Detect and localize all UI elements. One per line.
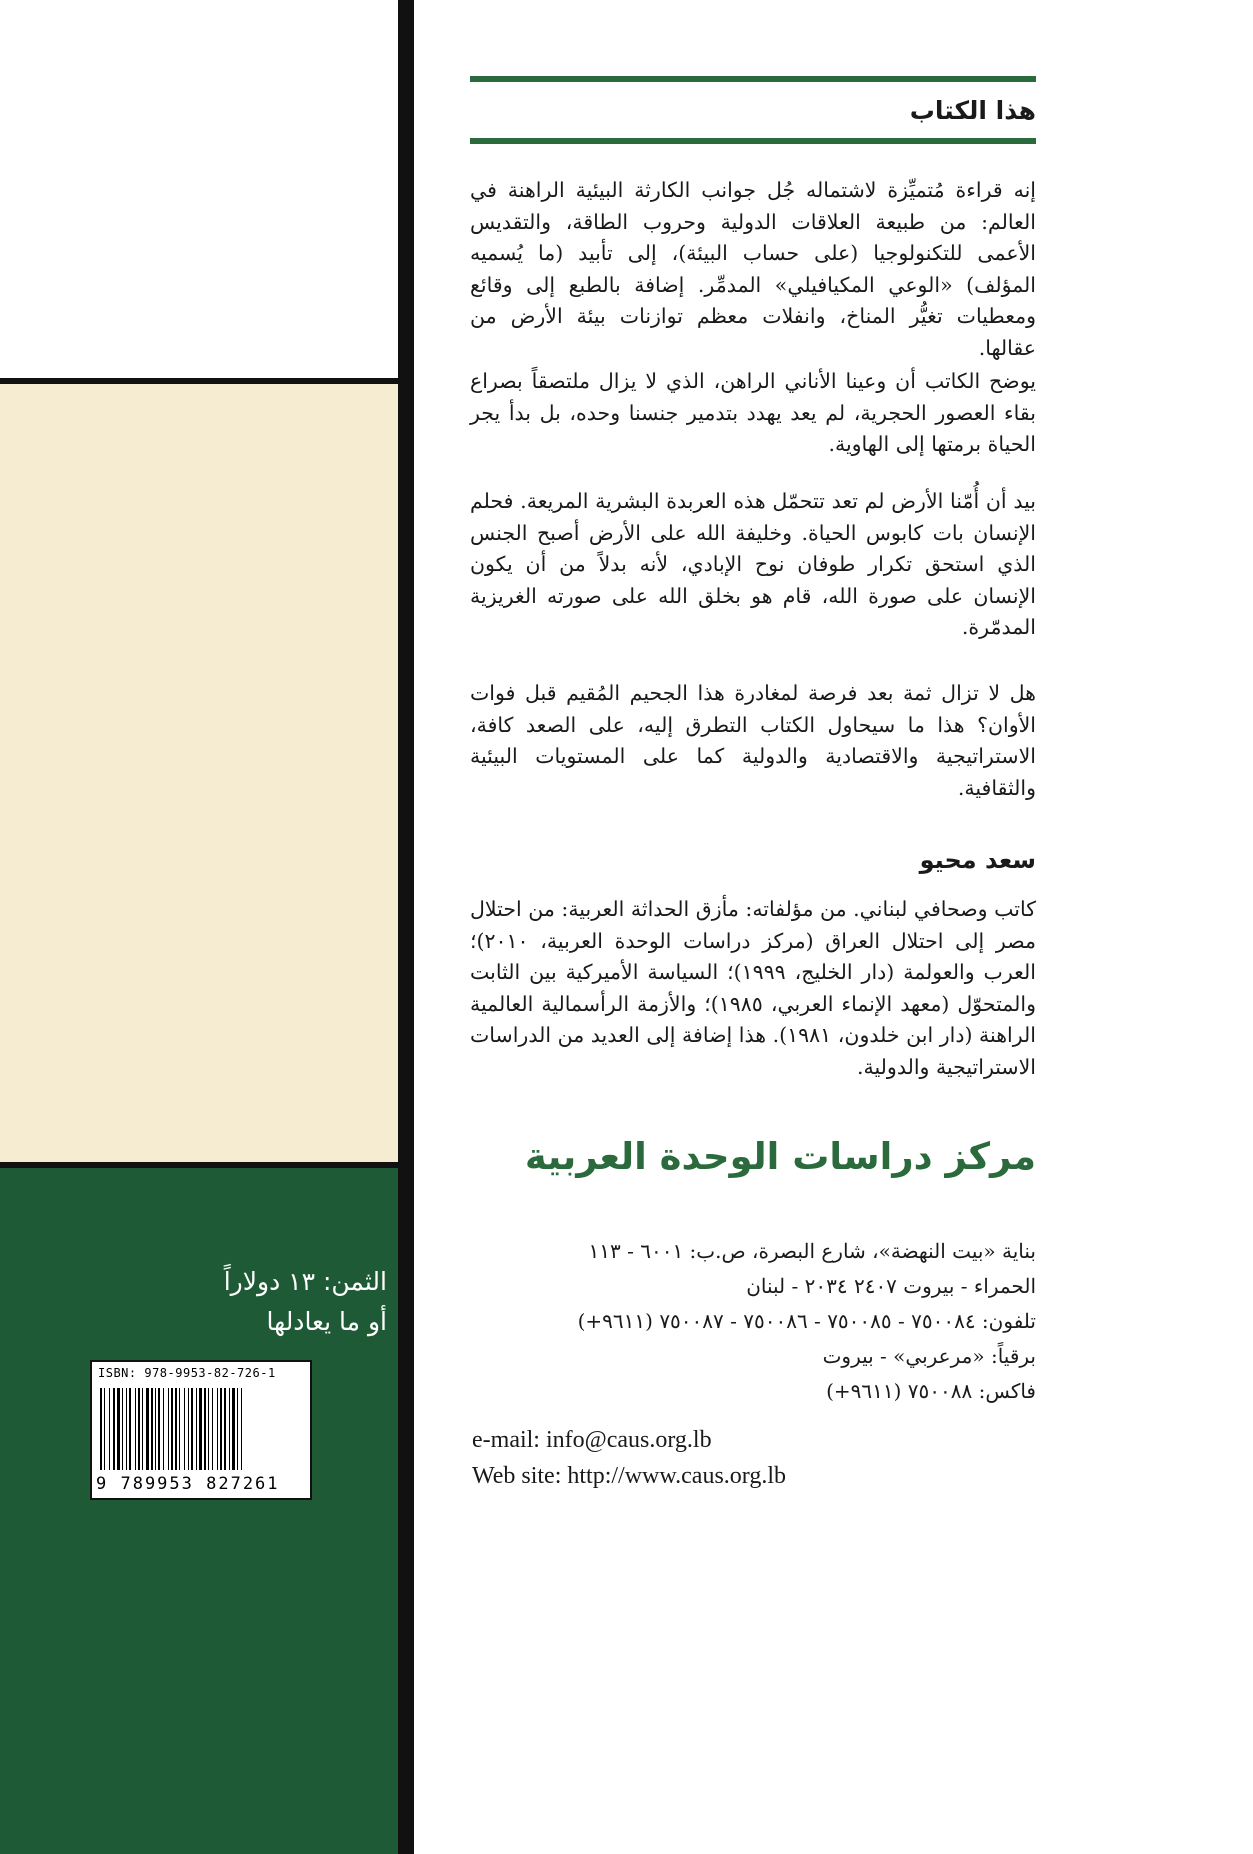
telegram-line: برقياً: «مرعربي» - بيروت	[822, 1344, 1036, 1368]
paragraph-2: يوضح الكاتب أن وعينا الأناني الراهن، الذي لا يزال ملتصقاً بصراع بقاء العصور الحجرية، لم يعد يهدد بتدمير جنسنا وحده، بل بدأ يجر الحياة برمتها إلى الهاوية.	[470, 369, 1036, 456]
heading-rule	[470, 138, 1036, 144]
barcode-bars	[100, 1388, 306, 1470]
publisher-address	[470, 1234, 1036, 1409]
email-line: e-mail: info@caus.org.lb	[472, 1427, 712, 1453]
address-line: بناية «بيت النهضة»، شارع البصرة، ص.ب: ٦٠٠١ - ١١٣	[588, 1239, 1036, 1263]
publisher-name: مركز دراسات الوحدة العربية	[524, 1135, 1036, 1178]
phone-line: تلفون: ٧٥٠٠٨٤ - ٧٥٠٠٨٥ - ٧٥٠٠٨٦ - ٧٥٠٠٨٧ (٩٦١١+)	[577, 1309, 1036, 1333]
spine-divider	[398, 0, 414, 1854]
price-block	[127, 1262, 387, 1342]
section-heading: هذا الكتاب	[909, 96, 1036, 125]
barcode	[90, 1360, 312, 1500]
address-line: الحمراء - بيروت ٢٤٠٧ ٢٠٣٤ - لبنان	[746, 1274, 1036, 1298]
price-alt-label: أو ما يعادلها	[266, 1307, 387, 1336]
fax-line: فاكس: ٧٥٠٠٨٨ (٩٦١١+)	[826, 1379, 1036, 1403]
website-line: Web site: http://www.caus.org.lb	[472, 1463, 787, 1489]
paragraph-4: هل لا تزال ثمة بعد فرصة لمغادرة هذا الجحيم المُقيم قبل فوات الأوان؟ هذا ما سيحاول الكتاب التطرق إليه، على الصعد كافة، الاستراتيجية والاقتصادية والدولية كما على المستويات البيئية والثقافية.	[470, 681, 1036, 800]
paragraph-1: إنه قراءة مُتميِّزة لاشتماله جُل جوانب الكارثة البيئية الراهنة في العالم: من طبيعة العلاقات الدولية وحروب الطاقة، والتقديس الأعمى للتكنولوجيا (على حساب البيئة)، إلى تأبيد (ما يُسميه المؤلف) «الوعي المكيافيلي» المدمِّر. إضافة بالطبع إلى وقائع ومعطيات تغيُّر المناخ، وانفلات معظم توازنات بيئة الأرض من عقالها.	[470, 178, 1036, 360]
back-cover-text-column	[470, 0, 1036, 1854]
price-label: الثمن: ١٣ دولاراً	[223, 1267, 387, 1296]
cream-panel	[0, 378, 398, 1168]
top-rule	[470, 76, 1036, 82]
barcode-digits: 9 789953 827261	[96, 1474, 280, 1494]
paragraph-3: بيد أن أُمّنا الأرض لم تعد تتحمّل هذه العربدة البشرية المريعة. فحلم الإنسان بات كابوس الحياة. وخليفة الله على الأرض أصبح الجنس الذي استحق تكرار طوفان نوح الإبادي، لأنه بدلاً من أن يكون الإنسان على صورة الله، قام هو بخلق الله على صورته الغريزية المدمّرة.	[470, 489, 1037, 639]
author-name: سعد محيو	[919, 846, 1036, 874]
isbn-label: ISBN: 978-9953-82-726-1	[98, 1366, 276, 1380]
author-bio: كاتب وصحافي لبناني. من مؤلفاته: مأزق الحداثة العربية: من احتلال مصر إلى احتلال العراق (مركز دراسات الوحدة العربية، ٢٠١٠)؛ العرب والعولمة (دار الخليج، ١٩٩٩)؛ السياسة الأميركية بين الثابت والمتحوّل (معهد الإنماء العربي، ١٩٨٥)؛ والأزمة الرأسمالية العالمية الراهنة (دار ابن خلدون، ١٩٨١). هذا إضافة إلى العديد من الدراسات الاستراتيجية والدولية.	[470, 897, 1037, 1079]
